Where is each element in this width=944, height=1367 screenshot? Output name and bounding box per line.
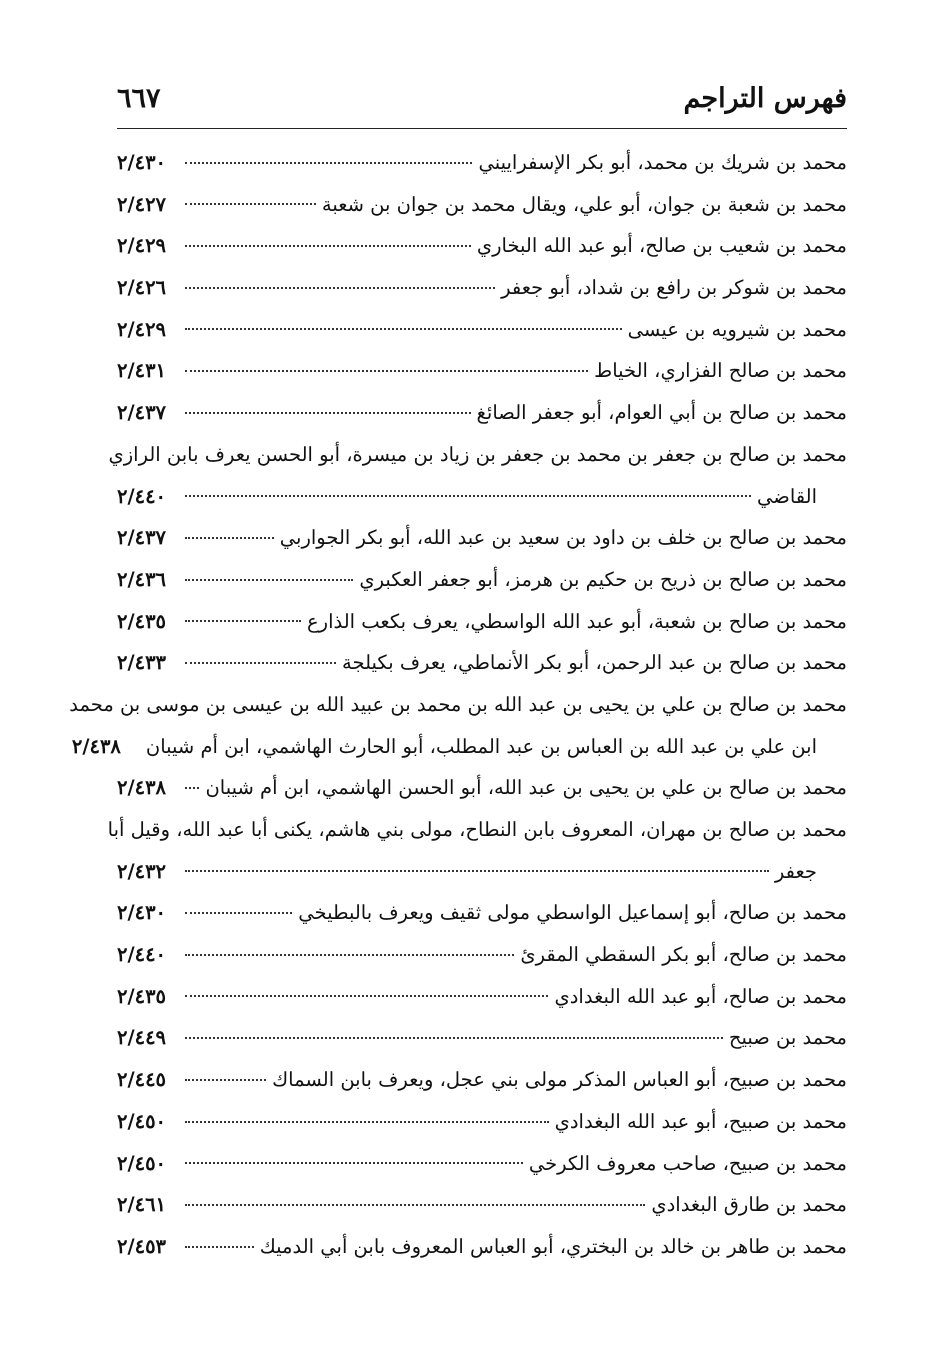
index-entry [117,601,847,643]
entry-page-ref: ٢/٤٣٥ [117,609,167,633]
entry-name: محمد بن شعبة بن جوان، أبو علي، ويقال محمد بن جوان بن شعبة [321,192,847,216]
entry-page-ref: ٢/٤٣٧ [117,526,167,550]
entry-page-ref: ٢/٤٣٧ [117,401,167,425]
entry-page-ref: ٢/٤٤٩ [117,1026,167,1050]
dot-leader [185,620,301,622]
index-entry [117,767,847,809]
entry-page-ref: ٢/٤٣٣ [117,651,167,675]
dot-leader [185,912,292,914]
entry-name: محمد بن صالح بن أبي العوام، أبو جعفر الصائغ [476,401,847,425]
index-entry [117,267,847,309]
dot-leader [185,1162,523,1164]
dot-leader [185,1204,645,1206]
dot-leader [185,162,472,164]
dot-leader [185,1246,254,1248]
entry-name: محمد بن صبيح، أبو عبد الله البغدادي [554,1109,847,1133]
index-entry [117,350,847,392]
entry-name: محمد بن صالح، أبو بكر السقطي المقرئ [520,943,847,967]
entry-page-ref: ٢/٤٣٨ [117,776,167,800]
dot-leader [185,1037,723,1039]
index-entry [117,184,847,226]
entry-page-ref: ٢/٤٣٨ [71,734,121,758]
index-entry [117,517,847,559]
entry-page-ref: ٢/٤٢٦ [117,276,167,300]
index-entry [117,142,847,184]
dot-leader [185,287,495,289]
entry-name: محمد بن صالح الفزاري، الخياط [594,359,847,383]
entry-name: محمد بن صبيح [728,1026,847,1050]
entry-page-ref: ٢/٤٥٣ [117,1234,167,1258]
entry-name: محمد بن شيرويه بن عيسى [627,317,847,341]
index-entry [117,892,847,934]
entry-name: محمد بن صالح، أبو عبد الله البغدادي [554,984,847,1008]
entry-page-ref: ٢/٤٣٢ [117,859,167,883]
entry-name: محمد بن صبيح، أبو العباس المذكر مولى بني عجل، ويعرف بابن السماك [272,1068,847,1092]
index-entry [117,1101,847,1143]
page-title: فهرس التراجم [683,82,847,114]
index-entry [117,934,847,976]
entry-name: محمد بن صالح بن عبد الرحمن، أبو بكر الأنماطي، يعرف بكيلجة [342,651,847,675]
index-entry [117,476,847,518]
entry-page-ref: ٢/٤٥٠ [117,1109,167,1133]
dot-leader [185,870,769,872]
index-entry [117,309,847,351]
header-rule [117,128,847,129]
entry-page-ref: ٢/٤٢٩ [117,234,167,258]
page-header [117,78,847,118]
entry-page-ref: ٢/٤٣٠ [117,151,167,174]
index-entry [117,559,847,601]
entry-name: محمد بن طارق البغدادي [651,1193,847,1217]
dot-leader [185,412,471,414]
index-entry [117,1143,847,1185]
entry-page-ref: ٢/٤٣٦ [117,567,167,591]
dot-leader [185,954,514,956]
entry-name: محمد بن شريك بن محمد، أبو بكر الإسفراييني [478,151,847,174]
entry-page-ref: ٢/٤٢٧ [117,192,167,216]
dot-leader [185,203,316,205]
entry-first-line: محمد بن صالح بن علي بن يحيى بن عبد الله بن محمد بن عبيد الله بن عيسى بن موسى بن محمد [69,692,847,716]
entry-page-ref: ٢/٤٣١ [117,359,167,383]
index-entry [117,1059,847,1101]
entry-name: محمد بن صالح بن شعبة، أبو عبد الله الواسطي، يعرف بكعب الذارع [307,609,847,633]
entry-name: محمد بن شعيب بن صالح، أبو عبد الله البخاري [476,234,847,258]
entry-page-ref: ٢/٤٢٩ [117,317,167,341]
entry-name: محمد بن طاهر بن خالد بن البختري، أبو العباس المعروف بابن أبي الدميك [259,1234,847,1258]
entry-name: محمد بن صبيح، صاحب معروف الكرخي [528,1151,847,1175]
entry-name: محمد بن صالح بن خلف بن داود بن سعيد بن عبد الله، أبو بكر الجواربي [279,526,847,550]
entry-page-ref: ٢/٤٤٠ [117,484,167,508]
dot-leader [185,245,471,247]
entry-page-ref: ٢/٤٥٠ [117,1151,167,1175]
index-entry [117,1226,847,1268]
index-entry [117,851,847,893]
entry-name: محمد بن صالح بن ذريح بن حكيم بن هرمز، أبو جعفر العكبري [359,567,847,591]
entry-page-ref: ٢/٤٤٥ [117,1068,167,1092]
index-entry [117,642,847,684]
dot-leader [185,579,353,581]
dot-leader [185,995,548,997]
entry-page-ref: ٢/٤٣٠ [117,901,167,925]
index-entry [117,1184,847,1226]
dot-leader [185,328,622,330]
dot-leader [185,370,588,372]
dot-leader [185,537,274,539]
index-entry [117,225,847,267]
index-entry [117,1017,847,1059]
entry-first-line: محمد بن صالح بن جعفر بن محمد بن جعفر بن زياد بن ميسرة، أبو الحسن يعرف بابن الرازي [108,442,847,466]
dot-leader [185,787,199,789]
index-entry [117,392,847,434]
entry-page-ref: ٢/٤٣٥ [117,984,167,1008]
index-entry [71,726,847,768]
entry-first-line: محمد بن صالح بن مهران، المعروف بابن النطاح، مولى بني هاشم، يكنى أبا عبد الله، وقيل أبا [107,818,847,841]
entry-name: محمد بن صالح بن علي بن يحيى بن عبد الله، أبو الحسن الهاشمي، ابن أم شيبان [205,776,847,800]
entry-name: جعفر [774,859,817,883]
entry-page-ref: ٢/٤٦١ [117,1193,167,1217]
entry-name: محمد بن صالح، أبو إسماعيل الواسطي مولى ثقيف ويعرف بالبطيخي [298,901,847,925]
entry-name: القاضي [757,484,817,508]
dot-leader [185,495,751,497]
dot-leader [185,1079,266,1081]
index-entries [69,142,847,1268]
page-number: ٦٦٧ [117,82,161,114]
entry-page-ref: ٢/٤٤٠ [117,943,167,967]
entry-name: محمد بن شوكر بن رافع بن شداد، أبو جعفر [501,276,847,300]
index-entry [117,976,847,1018]
dot-leader [185,1121,549,1123]
entry-name: ابن علي بن عبد الله بن العباس بن عبد المطلب، أبو الحارث الهاشمي، ابن أم شيبان [145,734,817,758]
dot-leader [185,662,336,664]
